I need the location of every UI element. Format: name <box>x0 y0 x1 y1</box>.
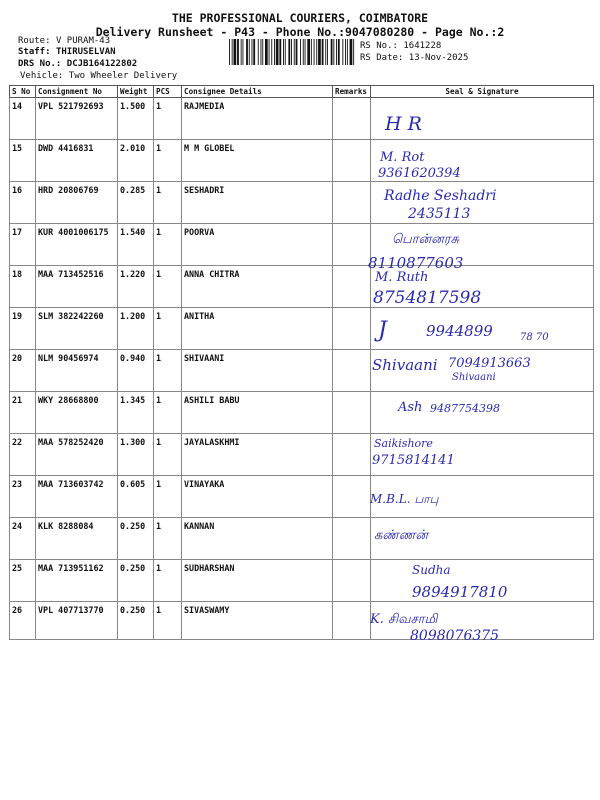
drs-line <box>18 59 137 69</box>
remarks-cell <box>333 392 371 434</box>
consignee-cell: SUDHARSHAN <box>182 560 333 602</box>
pcs-cell: 1 <box>154 602 182 640</box>
drs-label: DRS No.: <box>18 59 62 69</box>
remarks-cell <box>333 350 371 392</box>
signature-phone: 9715814141 <box>372 453 455 468</box>
consignee-cell: M M GLOBEL <box>182 140 333 182</box>
table-row <box>10 392 594 434</box>
consignee-cell: SESHADRI <box>182 182 333 224</box>
remarks-cell <box>333 476 371 518</box>
consignee-cell: JAYALASKHMI <box>182 434 333 476</box>
rs-date-label: RS Date: <box>360 53 404 63</box>
signature-note: Shivaani <box>452 372 496 383</box>
consignee-cell: ANNA CHITRA <box>182 266 333 308</box>
table-row <box>10 518 594 560</box>
sno-cell: 26 <box>10 602 36 640</box>
signature-phone: 9944899 <box>426 322 493 340</box>
sno-cell: 19 <box>10 308 36 350</box>
col-remarks: Remarks <box>333 86 371 98</box>
barcode-image <box>229 39 356 65</box>
table-row <box>10 602 594 640</box>
rs-date-value: 13-Nov-2025 <box>408 53 469 63</box>
pcs-cell: 1 <box>154 434 182 476</box>
remarks-cell <box>333 518 371 560</box>
company-name: THE PROFESSIONAL COURIERS, COIMBATORE <box>171 11 429 25</box>
sno-cell: 17 <box>10 224 36 266</box>
weight-cell: 0.285 <box>118 182 154 224</box>
consignment-cell: HRD 20806769 <box>36 182 118 224</box>
weight-cell: 1.220 <box>118 266 154 308</box>
consignment-cell: VPL 521792693 <box>36 98 118 140</box>
consignment-cell: WKY 28668800 <box>36 392 118 434</box>
weight-cell: 2.010 <box>118 140 154 182</box>
staff-line <box>18 47 116 57</box>
signature-handwriting: J <box>378 318 387 343</box>
pcs-cell: 1 <box>154 140 182 182</box>
sno-cell: 14 <box>10 98 36 140</box>
sno-cell: 25 <box>10 560 36 602</box>
signature-phone: 7094913663 <box>448 356 531 371</box>
sno-cell: 21 <box>10 392 36 434</box>
table-row <box>10 434 594 476</box>
signature-handwriting: கண்ணன் <box>374 528 429 543</box>
signature-phone: 9894917810 <box>412 583 508 601</box>
weight-cell: 1.500 <box>118 98 154 140</box>
sno-cell: 16 <box>10 182 36 224</box>
table-row <box>10 182 594 224</box>
pcs-cell: 1 <box>154 182 182 224</box>
weight-cell: 1.345 <box>118 392 154 434</box>
signature-handwriting: K. சிவசாமி <box>370 612 438 627</box>
signature-handwriting: Ash <box>398 400 423 415</box>
consignee-cell: KANNAN <box>182 518 333 560</box>
col-consignment: Consignment No <box>36 86 118 98</box>
remarks-cell <box>333 182 371 224</box>
table-row <box>10 140 594 182</box>
remarks-cell <box>333 266 371 308</box>
signature-handwriting: M. Rot <box>380 150 425 165</box>
consignment-cell: VPL 407713770 <box>36 602 118 640</box>
consignment-cell: MAA 713951162 <box>36 560 118 602</box>
consignment-cell: NLM 90456974 <box>36 350 118 392</box>
rs-no-value: 1641228 <box>403 41 442 51</box>
weight-cell: 0.940 <box>118 350 154 392</box>
drs-value: DCJB164122802 <box>66 59 138 69</box>
col-sno: S No <box>10 86 36 98</box>
consignee-cell: SHIVAANI <box>182 350 333 392</box>
weight-cell: 0.250 <box>118 602 154 640</box>
weight-cell: 1.300 <box>118 434 154 476</box>
signature-handwriting: பொன்னரசு <box>392 232 459 247</box>
pcs-cell: 1 <box>154 350 182 392</box>
sno-cell: 18 <box>10 266 36 308</box>
remarks-cell <box>333 560 371 602</box>
signature-phone: 9487754398 <box>430 402 500 415</box>
signature-handwriting: Saikishore <box>374 437 433 450</box>
vehicle-label: Vehicle: <box>20 71 64 81</box>
weight-cell: 0.250 <box>118 560 154 602</box>
consignee-cell: RAJMEDIA <box>182 98 333 140</box>
signature-phone: 8110877603 <box>368 254 464 272</box>
pcs-cell: 1 <box>154 518 182 560</box>
pcs-cell: 1 <box>154 308 182 350</box>
pcs-cell: 1 <box>154 266 182 308</box>
table-row <box>10 224 594 266</box>
consignment-cell: KLK 8288084 <box>36 518 118 560</box>
pcs-cell: 1 <box>154 392 182 434</box>
col-consignee: Consignee Details <box>182 86 333 98</box>
signature-handwriting: Sudha <box>412 563 451 577</box>
consignment-cell: MAA 578252420 <box>36 434 118 476</box>
consignee-cell: ASHILI BABU <box>182 392 333 434</box>
remarks-cell <box>333 308 371 350</box>
weight-cell: 0.250 <box>118 518 154 560</box>
consignee-cell: ANITHA <box>182 308 333 350</box>
signature-phone: 8754817598 <box>373 288 482 308</box>
signature-handwriting: Radhe Seshadri <box>384 188 497 204</box>
table-row <box>10 308 594 350</box>
weight-cell: 0.605 <box>118 476 154 518</box>
route-label: Route: <box>18 36 51 46</box>
consignment-cell: DWD 4416831 <box>36 140 118 182</box>
consignment-cell: MAA 713603742 <box>36 476 118 518</box>
rs-date-line <box>360 53 468 63</box>
rs-no-line <box>360 41 441 51</box>
signature-phone: 9361620394 <box>378 166 461 181</box>
weight-cell: 1.200 <box>118 308 154 350</box>
route-line <box>18 36 110 46</box>
consignment-cell: KUR 4001006175 <box>36 224 118 266</box>
staff-label: Staff: <box>18 47 51 57</box>
consignee-cell: VINAYAKA <box>182 476 333 518</box>
col-signature: Seal & Signature <box>371 86 594 98</box>
consignment-cell: SLM 382242260 <box>36 308 118 350</box>
consignee-cell: POORVA <box>182 224 333 266</box>
sno-cell: 24 <box>10 518 36 560</box>
signature-note: 78 70 <box>520 332 549 343</box>
signature-phone: 8098076375 <box>410 628 500 644</box>
remarks-cell <box>333 140 371 182</box>
sno-cell: 20 <box>10 350 36 392</box>
rs-no-label: RS No.: <box>360 41 398 51</box>
sno-cell: 23 <box>10 476 36 518</box>
runsheet-title: Delivery Runsheet - P43 - Phone No.:9047080280 - Page No.:2 <box>95 25 505 39</box>
weight-cell: 1.540 <box>118 224 154 266</box>
sno-cell: 15 <box>10 140 36 182</box>
pcs-cell: 1 <box>154 98 182 140</box>
vehicle-line <box>20 71 177 81</box>
pcs-cell: 1 <box>154 476 182 518</box>
col-weight: Weight <box>118 86 154 98</box>
vehicle-value: Two Wheeler Delivery <box>68 71 178 81</box>
signature-handwriting: H R <box>385 113 422 135</box>
remarks-cell <box>333 98 371 140</box>
table-row <box>10 476 594 518</box>
signature-handwriting: M.B.L. பாபு <box>370 492 439 506</box>
col-pcs: PCS <box>154 86 182 98</box>
sno-cell: 22 <box>10 434 36 476</box>
signature-handwriting: M. Ruth <box>375 270 429 285</box>
remarks-cell <box>333 602 371 640</box>
pcs-cell: 1 <box>154 224 182 266</box>
consignment-cell: MAA 713452516 <box>36 266 118 308</box>
remarks-cell <box>333 434 371 476</box>
pcs-cell: 1 <box>154 560 182 602</box>
signature-handwriting: Shivaani <box>372 356 438 374</box>
route-value: V PURAM-43 <box>55 36 111 46</box>
table-header-row <box>10 86 594 98</box>
table-row <box>10 266 594 308</box>
table-row <box>10 98 594 140</box>
signature-phone: 2435113 <box>408 206 471 222</box>
consignee-cell: SIVASWAMY <box>182 602 333 640</box>
remarks-cell <box>333 224 371 266</box>
staff-value: THIRUSELVAN <box>55 47 116 57</box>
